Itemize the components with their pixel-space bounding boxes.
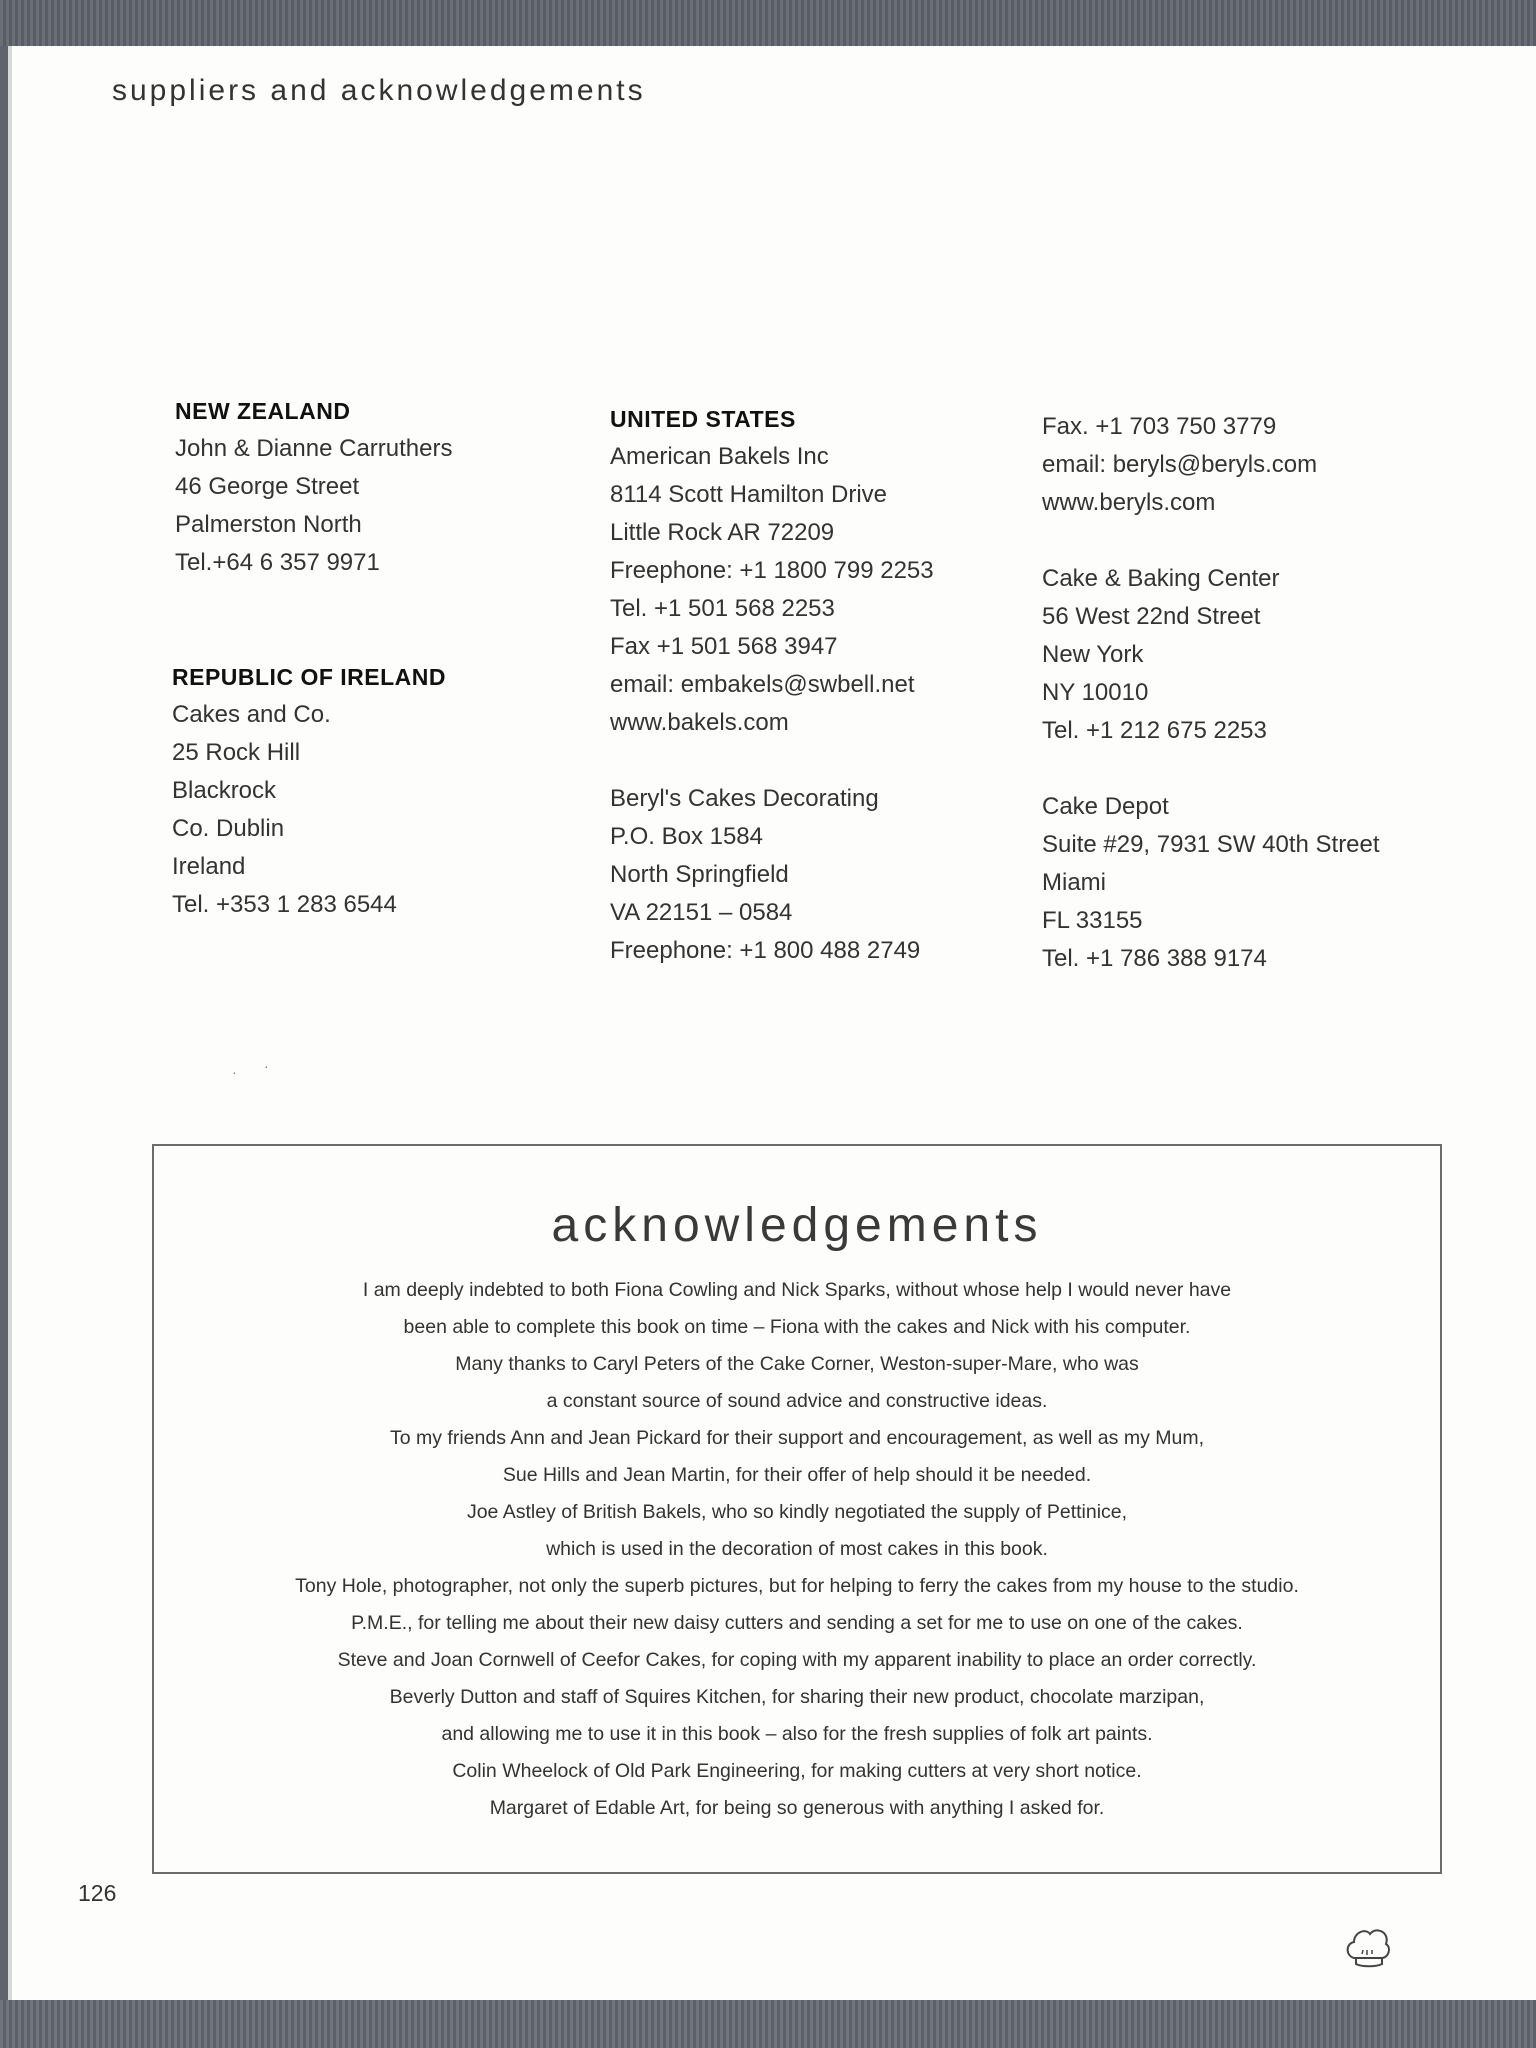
address-line: Cake Depot: [1042, 793, 1169, 820]
supplier-column-3: [1042, 408, 1380, 978]
address-line: 25 Rock Hill: [172, 739, 301, 766]
supplier-united-states: [610, 400, 934, 970]
address-line: Cake & Baking Center: [1042, 565, 1280, 592]
chef-hat-icon: [1342, 1920, 1394, 1972]
address-line: Little Rock AR 72209: [610, 519, 835, 546]
address-line: Suite #29, 7931 SW 40th Street: [1042, 831, 1380, 858]
acknowledgements-title: acknowledgements: [551, 1199, 1043, 1252]
address-line: Beryl's Cakes Decorating: [610, 785, 879, 812]
page-header-title: suppliers and acknowledgements: [112, 74, 646, 107]
address-line: Blackrock: [172, 777, 277, 804]
ack-line: To my friends Ann and Jean Pickard for their support and encouragement, as well as my Mum,: [390, 1427, 1204, 1449]
book-page: [8, 46, 1536, 2000]
address-line: P.O. Box 1584: [610, 823, 763, 850]
ack-line: Sue Hills and Jean Martin, for their offer of help should it be needed.: [502, 1464, 1092, 1486]
address-line: VA 22151 – 0584: [610, 899, 793, 926]
phone-line: Tel. +1 501 568 2253: [610, 595, 835, 622]
page-number: 126: [78, 1880, 117, 1906]
acknowledgements-box: [152, 1144, 1442, 1874]
phone-line: Tel. +1 786 388 9174: [1042, 945, 1267, 972]
address-line: Co. Dublin: [172, 815, 285, 842]
region-heading: REPUBLIC OF IRELAND: [172, 664, 446, 690]
address-line: American Bakels Inc: [610, 443, 829, 470]
ack-line: Tony Hole, photographer, not only the superb pictures, but for helping to ferry the cakes from my house to the studio.: [295, 1575, 1299, 1597]
address-line: John & Dianne Carruthers: [175, 435, 453, 462]
fax-line: Fax +1 501 568 3947: [610, 633, 838, 660]
scan-speck: ·: [232, 1064, 237, 1080]
scan-speck: ·: [264, 1058, 269, 1074]
website-line: www.beryls.com: [1042, 489, 1216, 516]
ack-line: Colin Wheelock of Old Park Engineering, for making cutters at very short notice.: [452, 1760, 1142, 1782]
email-line: email: embakels@swbell.net: [610, 671, 915, 698]
address-line: NY 10010: [1042, 679, 1149, 706]
ack-line: Steve and Joan Cornwell of Ceefor Cakes, for coping with my apparent inability to place an order correctly.: [337, 1649, 1257, 1671]
acknowledgements-text: [154, 1272, 1440, 1827]
address-line: Ireland: [172, 853, 246, 880]
ack-line: and allowing me to use it in this book – also for the fresh supplies of folk art paints.: [441, 1723, 1153, 1745]
ack-line: been able to complete this book on time – Fiona with the cakes and Nick with his computer.: [403, 1316, 1191, 1338]
phone-line: Tel.+64 6 357 9971: [175, 549, 380, 576]
ack-line: which is used in the decoration of most cakes in this book.: [546, 1538, 1048, 1560]
phone-line: Freephone: +1 800 488 2749: [610, 937, 921, 964]
region-heading: UNITED STATES: [610, 406, 796, 432]
address-line: Cakes and Co.: [172, 701, 331, 728]
supplier-ireland: [172, 658, 446, 924]
ack-line: Joe Astley of British Bakels, who so kindly negotiated the supply of Pettinice,: [466, 1501, 1128, 1523]
ack-line: Beverly Dutton and staff of Squires Kitchen, for sharing their new product, chocolate marzipan,: [389, 1686, 1205, 1708]
email-line: email: beryls@beryls.com: [1042, 451, 1318, 478]
region-heading: NEW ZEALAND: [175, 398, 351, 424]
address-line: New York: [1042, 641, 1144, 668]
address-line: North Springfield: [610, 861, 789, 888]
website-line: www.bakels.com: [610, 709, 789, 736]
address-line: 46 George Street: [175, 473, 360, 500]
address-line: Miami: [1042, 869, 1106, 896]
address-line: 56 West 22nd Street: [1042, 603, 1261, 630]
phone-line: Tel. +353 1 283 6544: [172, 891, 397, 918]
ack-line: I am deeply indebted to both Fiona Cowling and Nick Sparks, without whose help I would never have: [362, 1279, 1232, 1301]
address-line: Palmerston North: [175, 511, 362, 538]
phone-line: Tel. +1 212 675 2253: [1042, 717, 1267, 744]
supplier-new-zealand: [175, 392, 452, 582]
phone-line: Freephone: +1 1800 799 2253: [610, 557, 934, 584]
ack-line: a constant source of sound advice and constructive ideas.: [546, 1390, 1048, 1412]
fax-line: Fax. +1 703 750 3779: [1042, 413, 1277, 440]
address-line: FL 33155: [1042, 907, 1143, 934]
address-line: 8114 Scott Hamilton Drive: [610, 481, 888, 508]
scan-border-top: [0, 0, 1536, 46]
ack-line: Many thanks to Caryl Peters of the Cake Corner, Weston-super-Mare, who was: [455, 1353, 1139, 1375]
scan-border-bottom: [0, 2000, 1536, 2048]
ack-line: Margaret of Edable Art, for being so generous with anything I asked for.: [489, 1797, 1105, 1819]
ack-line: P.M.E., for telling me about their new daisy cutters and sending a set for me to use on one of the cakes.: [351, 1612, 1243, 1634]
